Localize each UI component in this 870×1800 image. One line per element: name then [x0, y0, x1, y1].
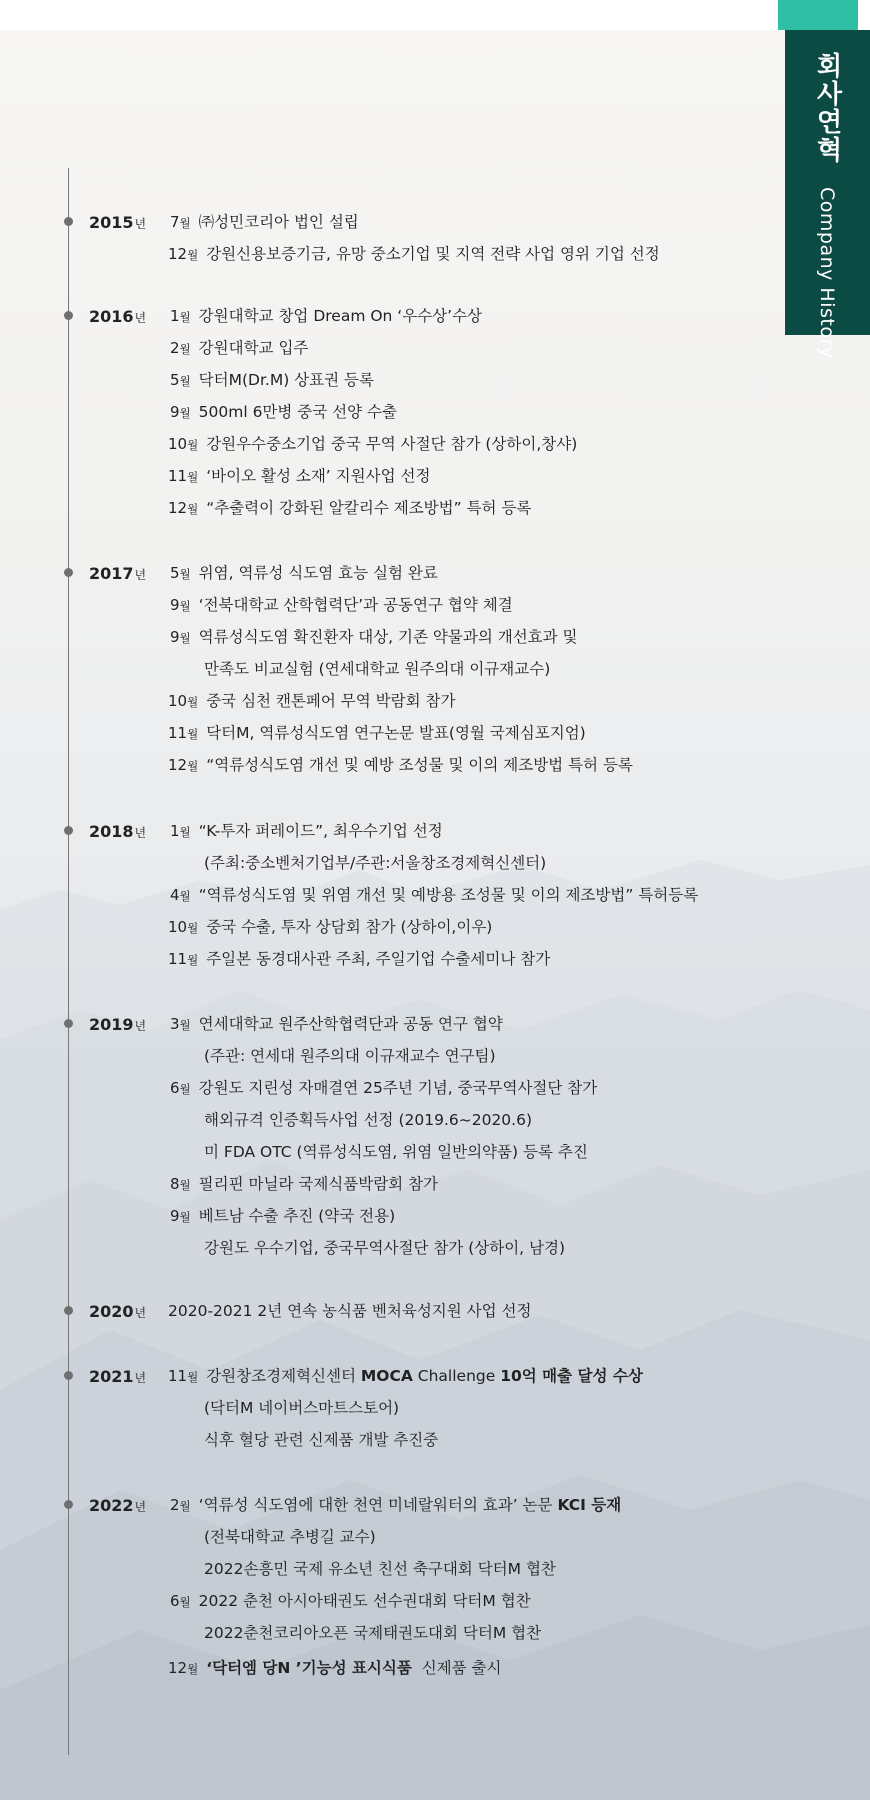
history-entry [168, 821, 443, 842]
month-number: 4 [170, 886, 180, 904]
month-number: 9 [170, 403, 180, 421]
entry-highlight: ‘닥터엠 당N ’기능성 표시식품 [206, 1659, 412, 1677]
month-unit: 월 [187, 438, 199, 452]
month-number: 12 [168, 756, 188, 774]
entry-highlight: MOCA [360, 1367, 413, 1385]
month-number: 1 [170, 307, 180, 325]
year-number: 2017 [89, 564, 134, 583]
year-number: 2022 [89, 1496, 134, 1515]
year-suffix: 년 [134, 1371, 147, 1385]
entry-text: 주일본 동경대사관 주최, 주일기업 수출세미나 참가 [206, 950, 551, 968]
month-unit: 월 [179, 825, 191, 839]
history-entry [168, 402, 397, 423]
month-unit: 월 [187, 921, 199, 935]
month-unit: 월 [179, 599, 191, 613]
entry-text: 위염, 역류성 식도염 효능 실험 완료 [198, 564, 438, 582]
month-unit: 월 [179, 374, 191, 388]
month-number: 2 [170, 339, 180, 357]
month-number: 3 [170, 1015, 180, 1033]
timeline-dot [64, 826, 73, 835]
year-suffix: 년 [134, 1500, 147, 1514]
month-number: 11 [168, 1367, 188, 1385]
history-entry [168, 1174, 438, 1195]
year-suffix: 년 [134, 311, 147, 325]
year-suffix: 년 [134, 217, 147, 231]
year-number: 2018 [89, 822, 134, 841]
timeline-line [68, 168, 69, 1755]
timeline-dot [64, 1019, 73, 1028]
entry-text: 신제품 출시 [411, 1659, 502, 1677]
month-number: 1 [170, 822, 180, 840]
history-entry [168, 498, 531, 519]
year-label-2020 [89, 1302, 146, 1321]
month-number: 8 [170, 1175, 180, 1193]
entry-text: 500ml 6만병 중국 선양 수출 [198, 403, 398, 421]
timeline-dot [64, 1500, 73, 1509]
month-number: 12 [168, 245, 188, 263]
timeline-dot [64, 217, 73, 226]
month-number: 9 [170, 1207, 180, 1225]
history-entry [168, 1014, 503, 1035]
month-unit: 월 [187, 1662, 199, 1676]
month-unit: 월 [187, 1370, 199, 1384]
entry-continuation: 해외규격 인증획득사업 선정 (2019.6~2020.6) [204, 1111, 533, 1129]
year-label-2021 [89, 1367, 146, 1386]
month-number: 10 [168, 435, 188, 453]
entry-text: ‘역류성 식도염에 대한 천연 미네랄워터의 효과’ 논문 [198, 1496, 558, 1514]
month-number: 12 [168, 499, 188, 517]
history-entry [168, 949, 550, 970]
year-suffix: 년 [134, 826, 147, 840]
year-label-2017 [89, 564, 146, 583]
month-unit: 월 [179, 406, 191, 420]
entry-text: 강원우수중소기업 중국 무역 사절단 참가 (상하이,창샤) [206, 435, 578, 453]
year-number: 2016 [89, 307, 134, 326]
entry-text: 강원대학교 창업 Dream On ‘우수상’수상 [198, 307, 483, 325]
entry-continuation: 2022손흥민 국제 유소년 친선 축구대회 닥터M 협찬 [204, 1560, 556, 1578]
history-entry [168, 885, 698, 906]
entry-text: 닥터M, 역류성식도염 연구논문 발표(영월 국제심포지엄) [206, 724, 586, 742]
history-entry [168, 1366, 643, 1387]
entry-text: 강원도 지린성 자매결연 25주년 기념, 중국무역사절단 참가 [198, 1079, 598, 1097]
month-number: 11 [168, 724, 188, 742]
history-entry [168, 1658, 502, 1679]
timeline-dot [64, 1306, 73, 1315]
entry-continuation: (전북대학교 추병길 교수) [204, 1528, 376, 1546]
month-unit: 월 [179, 1595, 191, 1609]
year-label-2015 [89, 213, 146, 232]
month-unit: 월 [179, 889, 191, 903]
entry-text: 베트남 수출 추진 (약국 전용) [198, 1207, 396, 1225]
entry-continuation: 2022춘천코리아오픈 국제태권도대회 닥터M 협찬 [204, 1624, 542, 1642]
month-unit: 월 [179, 342, 191, 356]
entry-continuation: 강원도 우수기업, 중국무역사절단 참가 (상하이, 남경) [204, 1239, 566, 1257]
month-unit: 월 [187, 502, 199, 516]
month-unit: 월 [187, 470, 199, 484]
banner-title-ko: 회사연혁 [812, 52, 842, 164]
entry-text: ㈜성민코리아 법인 설립 [198, 213, 359, 231]
entry-text: 2022 춘천 아시아태권도 선수권대회 닥터M 협찬 [198, 1592, 531, 1610]
month-unit: 월 [179, 310, 191, 324]
month-number: 2 [170, 1496, 180, 1514]
entry-continuation: 만족도 비교실험 (연세대학교 원주의대 이규재교수) [204, 660, 551, 678]
month-number: 11 [168, 467, 188, 485]
timeline-dot [64, 568, 73, 577]
month-number: 9 [170, 596, 180, 614]
entry-text: 강원창조경제혁신센터 [206, 1367, 361, 1385]
entry-text: 필리핀 마닐라 국제식품박람회 참가 [198, 1175, 439, 1193]
entry-text: 중국 심천 캔톤페어 무역 박람회 참가 [206, 692, 456, 710]
month-unit: 월 [187, 953, 199, 967]
history-entry [168, 338, 308, 359]
year-suffix: 년 [134, 1019, 147, 1033]
history-entry [168, 244, 660, 265]
history-entry [168, 434, 577, 455]
entry-continuation: (주최:중소벤처기업부/주관:서울창조경제혁신센터) [204, 854, 547, 872]
month-unit: 월 [179, 1178, 191, 1192]
month-unit: 월 [187, 727, 199, 741]
month-unit: 월 [179, 1210, 191, 1224]
month-number: 11 [168, 950, 188, 968]
history-entry: 2020-2021 2년 연속 농식품 벤처육성지원 사업 선정 [168, 1302, 532, 1320]
entry-text: 강원대학교 입주 [198, 339, 309, 357]
month-number: 6 [170, 1079, 180, 1097]
history-entry [168, 212, 359, 233]
history-entry [168, 917, 492, 938]
history-entry [168, 1591, 531, 1612]
month-number: 9 [170, 628, 180, 646]
year-number: 2021 [89, 1367, 134, 1386]
entry-text: “K-투자 퍼레이드”, 최우수기업 선정 [198, 822, 443, 840]
history-entry [168, 466, 430, 487]
history-entry [168, 691, 455, 712]
entry-text: 역류성식도염 확진환자 대상, 기존 약물과의 개선효과 및 [198, 628, 578, 646]
history-entry [168, 755, 633, 776]
entry-text: ‘바이오 활성 소재’ 지원사업 선정 [206, 467, 431, 485]
history-entry [168, 306, 482, 327]
month-number: 10 [168, 918, 188, 936]
entry-text: “역류성식도염 및 위염 개선 및 예방용 조성물 및 이의 제조방법” 특허등록 [198, 886, 699, 904]
year-label-2018 [89, 822, 146, 841]
year-label-2022 [89, 1496, 146, 1515]
history-entry [168, 627, 578, 648]
month-unit: 월 [179, 567, 191, 581]
history-entry [168, 1206, 395, 1227]
entry-text: 강원신용보증기금, 유망 중소기업 및 지역 전략 사업 영위 기업 선정 [206, 245, 660, 263]
entry-continuation: (닥터M 네이버스마트스토어) [204, 1399, 400, 1417]
month-unit: 월 [179, 1018, 191, 1032]
year-number: 2019 [89, 1015, 134, 1034]
month-unit: 월 [187, 759, 199, 773]
history-entry [168, 370, 374, 391]
month-unit: 월 [179, 1082, 191, 1096]
entry-highlight: KCI 등재 [557, 1496, 622, 1514]
entry-text: ‘전북대학교 산학협력단’과 공동연구 협약 체결 [198, 596, 513, 614]
timeline-dot [64, 311, 73, 320]
entry-text: Challenge [412, 1367, 501, 1385]
month-number: 5 [170, 564, 180, 582]
history-entry [168, 723, 586, 744]
month-number: 12 [168, 1659, 188, 1677]
entry-text: “역류성식도염 개선 및 예방 조성물 및 이의 제조방법 특허 등록 [206, 756, 633, 774]
month-unit: 월 [179, 631, 191, 645]
entry-text: “추출력이 강화된 알칼리수 제조방법” 특허 등록 [206, 499, 532, 517]
month-unit: 월 [187, 695, 199, 709]
entry-continuation: 식후 혈당 관련 신제품 개발 추진중 [204, 1431, 439, 1449]
entry-highlight: 10억 매출 달성 수상 [500, 1367, 643, 1385]
entry-text: 연세대학교 원주산학협력단과 공동 연구 협약 [198, 1015, 503, 1033]
month-number: 10 [168, 692, 188, 710]
month-number: 7 [170, 213, 180, 231]
month-unit: 월 [179, 216, 191, 230]
entry-text: 닥터M(Dr.M) 상표권 등록 [198, 371, 374, 389]
month-unit: 월 [187, 248, 199, 262]
month-number: 6 [170, 1592, 180, 1610]
month-number: 5 [170, 371, 180, 389]
year-number: 2015 [89, 213, 134, 232]
history-entry [168, 1495, 621, 1516]
banner-title-en: Company History [816, 187, 838, 359]
history-entry [168, 595, 513, 616]
entry-continuation: (주관: 연세대 원주의대 이규재교수 연구팀) [204, 1047, 496, 1065]
year-suffix: 년 [134, 568, 147, 582]
history-entry [168, 1078, 597, 1099]
year-suffix: 년 [134, 1306, 147, 1320]
year-number: 2020 [89, 1302, 134, 1321]
year-label-2019 [89, 1015, 146, 1034]
timeline-dot [64, 1371, 73, 1380]
year-label-2016 [89, 307, 146, 326]
history-entry [168, 563, 438, 584]
entry-text: 중국 수출, 투자 상담회 참가 (상하이,이우) [206, 918, 493, 936]
entry-continuation: 미 FDA OTC (역류성식도염, 위염 일반의약품) 등록 추진 [204, 1143, 588, 1161]
month-unit: 월 [179, 1499, 191, 1513]
